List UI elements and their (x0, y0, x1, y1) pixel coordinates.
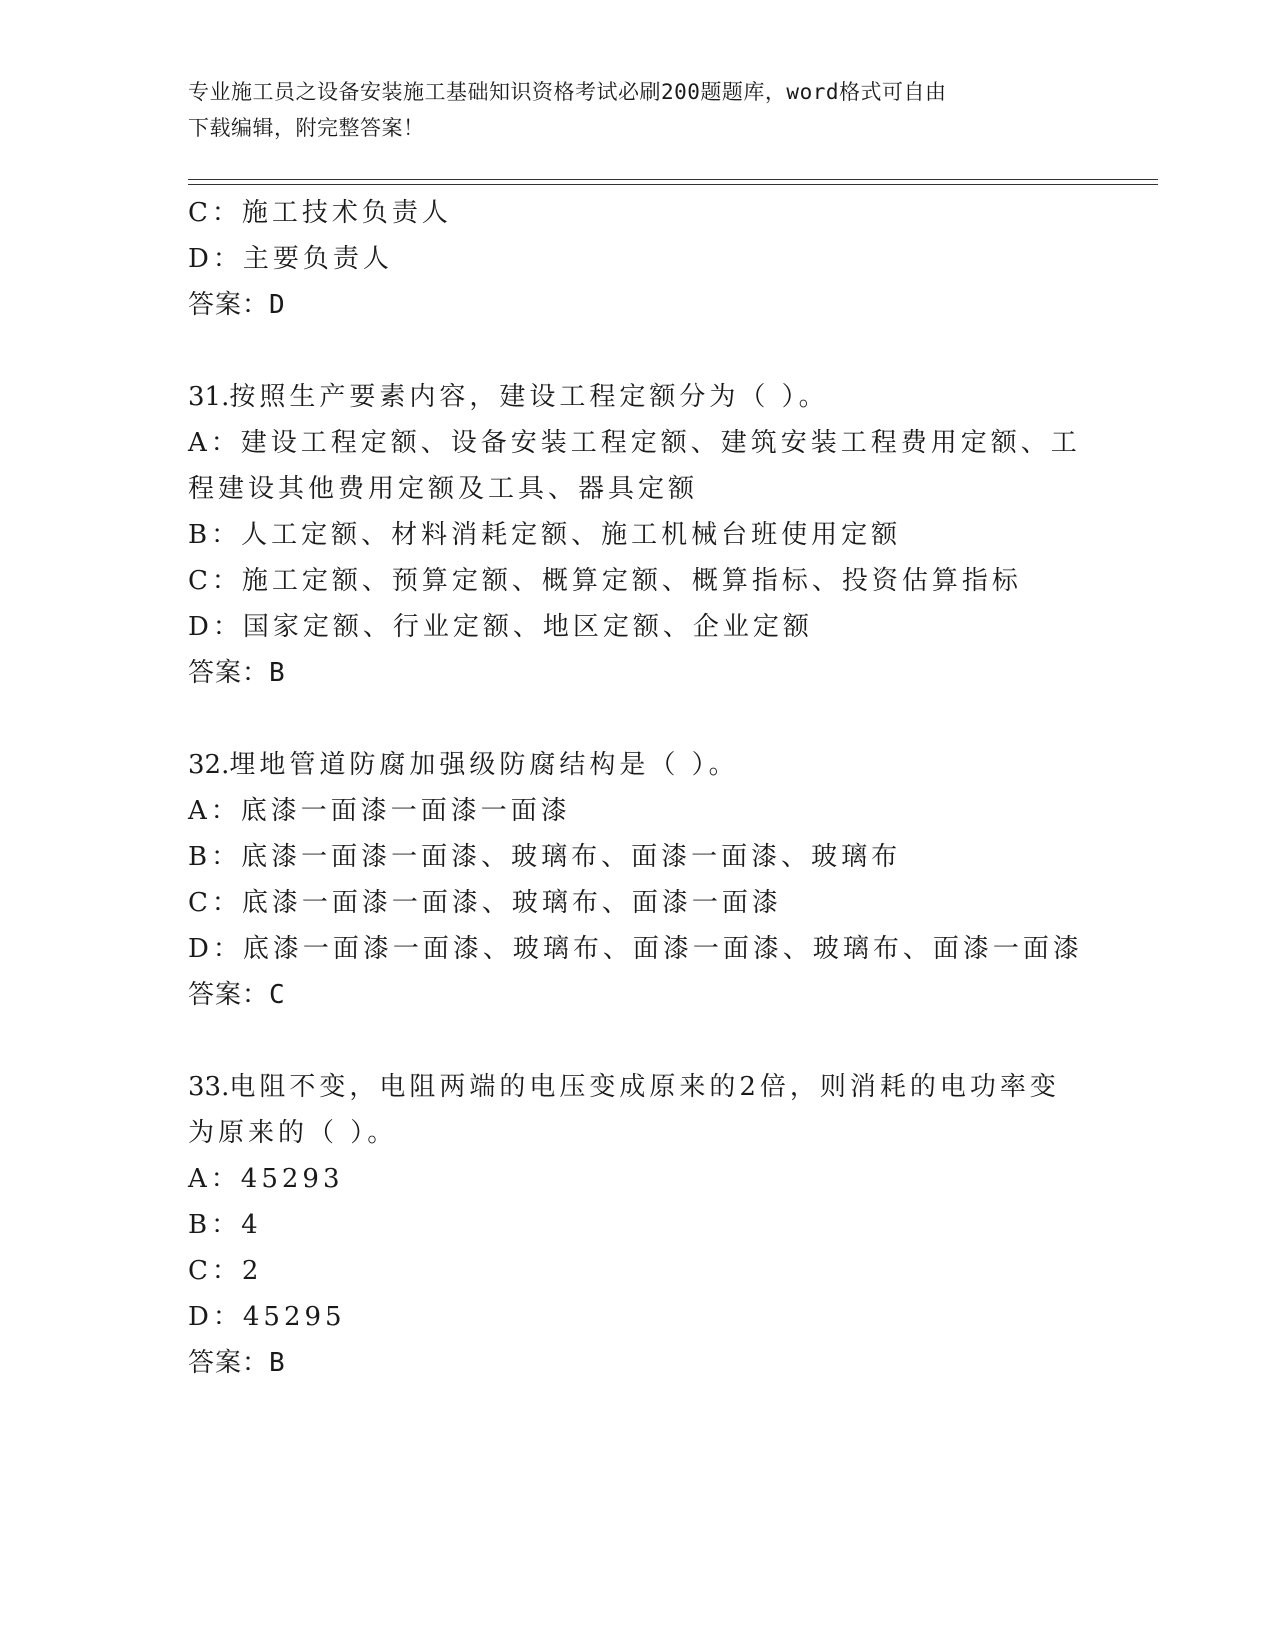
option-text: 2 (241, 1256, 263, 1286)
option-text: 底漆一面漆一面漆、玻璃布、面漆一面漆、玻璃布 (241, 842, 902, 872)
option-text: 底漆一面漆一面漆一面漆 (240, 796, 571, 826)
answer-value: B (269, 1348, 286, 1378)
answer-label: 答案： (188, 658, 270, 688)
option-label: A： (188, 1164, 241, 1194)
option-b (188, 512, 1108, 558)
option-text: 底漆一面漆一面漆、玻璃布、面漆一面漆、玻璃布、面漆一面漆 (242, 934, 1083, 964)
option-b (188, 834, 1108, 880)
option-d (188, 926, 1108, 972)
question-text: 按照生产要素内容，建设工程定额分为（ ）。 (229, 382, 829, 412)
answer-label: 答案： (188, 1348, 270, 1378)
question-31 (188, 374, 1108, 696)
answer-line (188, 1340, 1108, 1386)
option-label: A： (188, 796, 241, 826)
option-c (188, 558, 1108, 604)
answer-value: D (269, 290, 286, 320)
header-divider-bottom (188, 184, 1158, 185)
answer-line (188, 282, 1108, 328)
option-label: D： (188, 1302, 243, 1332)
spacer (188, 328, 1108, 374)
option-c (188, 190, 1108, 236)
header-divider-top (188, 179, 1158, 180)
option-label: D： (188, 934, 243, 964)
question-text: 埋地管道防腐加强级防腐结构是（ ）。 (229, 750, 739, 780)
question-text: 电阻不变，电阻两端的电压变成原来的2倍，则消耗的电功率变为原来的（ ）。 (188, 1072, 1060, 1148)
option-text: 主要负责人 (242, 244, 393, 274)
question-number: 32. (188, 750, 230, 780)
question-stem (188, 374, 1108, 420)
option-label: B： (188, 1210, 242, 1240)
option-a (188, 420, 1088, 512)
answer-value: C (269, 980, 286, 1010)
option-text: 施工技术负责人 (241, 198, 452, 228)
question-number: 31. (188, 382, 230, 412)
answer-line (188, 972, 1108, 1018)
option-text: 国家定额、行业定额、地区定额、企业定额 (242, 612, 813, 642)
question-32 (188, 742, 1108, 1018)
option-text: 底漆一面漆一面漆、玻璃布、面漆一面漆 (241, 888, 782, 918)
option-d (188, 604, 1108, 650)
option-label: B： (188, 842, 242, 872)
option-text: 45293 (240, 1164, 344, 1194)
answer-line (188, 650, 1108, 696)
question-stem (188, 1064, 1088, 1156)
document-header (188, 74, 1088, 146)
question-content (188, 190, 1108, 1386)
question-number: 33. (188, 1072, 230, 1102)
option-a (188, 1156, 1108, 1202)
option-label: D： (188, 612, 243, 642)
answer-label: 答案： (188, 290, 270, 320)
option-d (188, 1294, 1108, 1340)
option-d (188, 236, 1108, 282)
option-c (188, 880, 1108, 926)
header-title-line-2: 下载编辑，附完整答案！ (188, 116, 425, 140)
option-b (188, 1202, 1108, 1248)
prev-question-block (188, 190, 1108, 328)
option-label: C： (188, 198, 242, 228)
option-text: 人工定额、材料消耗定额、施工机械台班使用定额 (241, 520, 902, 550)
question-stem (188, 742, 1108, 788)
spacer (188, 1018, 1108, 1064)
option-label: B： (188, 520, 242, 550)
option-label: C： (188, 888, 242, 918)
option-label: A： (188, 428, 241, 458)
option-c (188, 1248, 1108, 1294)
option-text: 4 (241, 1210, 262, 1240)
header-title-line-1: 专业施工员之设备安装施工基础知识资格考试必刷200题题库，word格式可自由 (188, 80, 947, 104)
spacer (188, 696, 1108, 742)
option-label: C： (188, 566, 242, 596)
question-33 (188, 1064, 1108, 1386)
option-label: C： (188, 1256, 242, 1286)
answer-label: 答案： (188, 980, 270, 1010)
option-label: D： (188, 244, 243, 274)
option-text: 施工定额、预算定额、概算定额、概算指标、投资估算指标 (241, 566, 1022, 596)
option-a (188, 788, 1108, 834)
option-text: 45295 (242, 1302, 346, 1332)
answer-value: B (269, 658, 286, 688)
option-text: 建设工程定额、设备安装工程定额、建筑安装工程费用定额、工程建设其他费用定额及工具、器具定额 (188, 428, 1081, 504)
